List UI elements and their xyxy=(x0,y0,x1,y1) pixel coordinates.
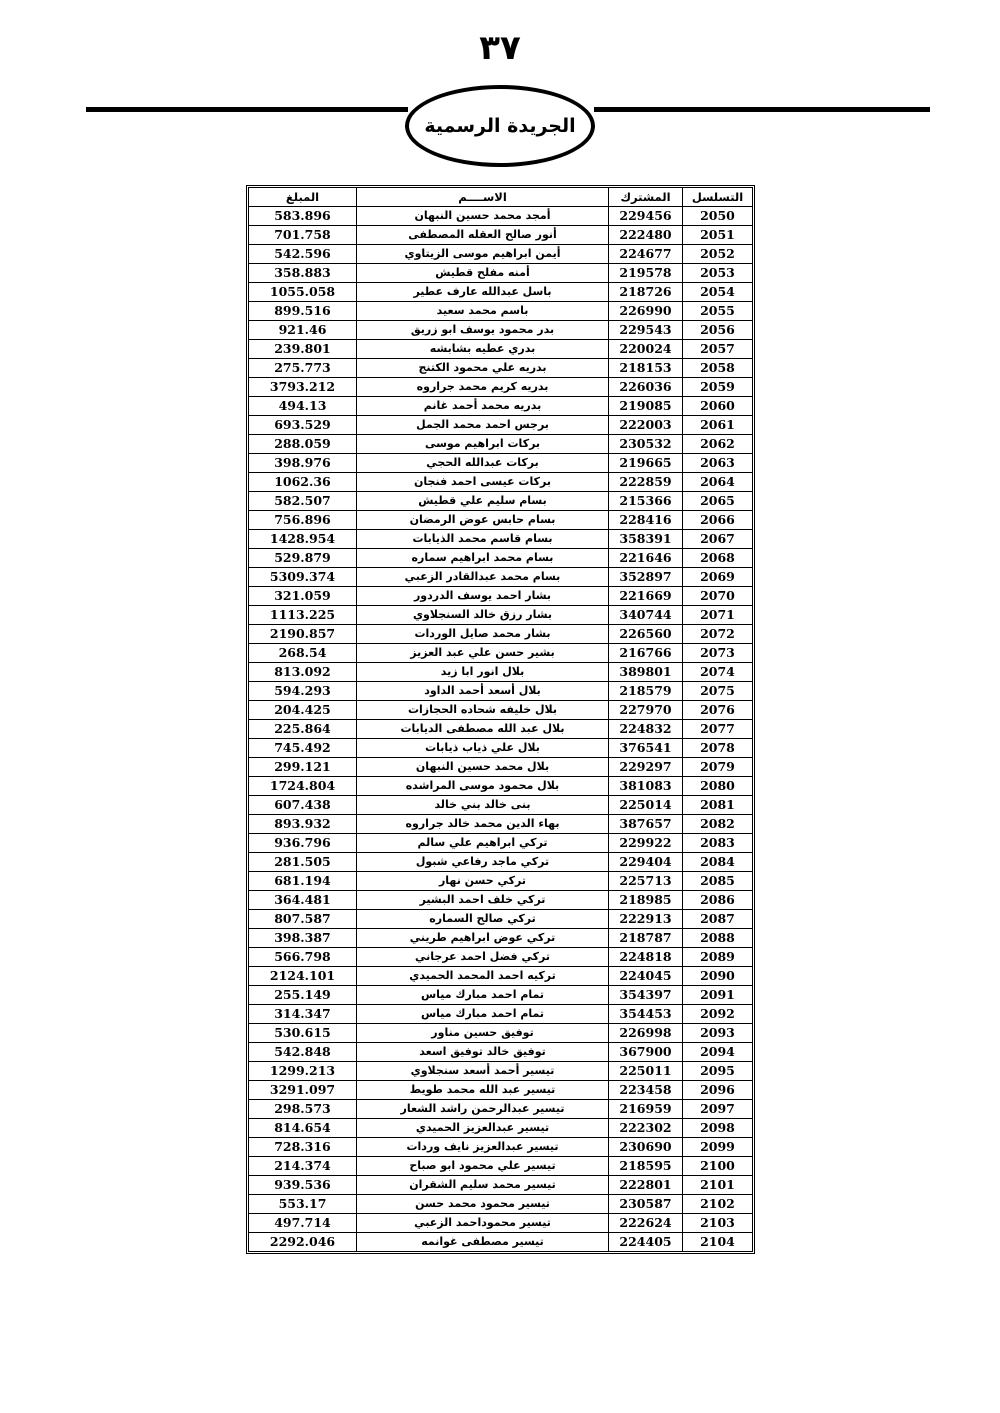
cell-subscriber: 222624 xyxy=(609,1214,683,1233)
table-row xyxy=(249,1214,753,1233)
cell-serial: 2094 xyxy=(683,1043,753,1062)
cell-serial: 2053 xyxy=(683,264,753,283)
cell-name: تركي فضل احمد عرجاني xyxy=(357,948,609,967)
cell-subscriber: 224405 xyxy=(609,1233,683,1252)
cell-name: أمنه مفلح قطيش xyxy=(357,264,609,283)
cell-subscriber: 228416 xyxy=(609,511,683,530)
cell-name: بنى خالد بني خالد xyxy=(357,796,609,815)
cell-name: بسام حابس عوض الرمضان xyxy=(357,511,609,530)
cell-amount: 728.316 xyxy=(249,1138,357,1157)
table-row xyxy=(249,606,753,625)
cell-subscriber: 225014 xyxy=(609,796,683,815)
column-header-serial: التسلسل xyxy=(683,188,753,207)
column-header-amount: المبلغ xyxy=(249,188,357,207)
column-header-name: الاســــم xyxy=(357,188,609,207)
cell-amount: 1428.954 xyxy=(249,530,357,549)
cell-serial: 2088 xyxy=(683,929,753,948)
cell-amount: 594.293 xyxy=(249,682,357,701)
cell-subscriber: 226998 xyxy=(609,1024,683,1043)
cell-serial: 2060 xyxy=(683,397,753,416)
cell-name: بركات عبدالله الحجي xyxy=(357,454,609,473)
cell-amount: 239.801 xyxy=(249,340,357,359)
cell-name: بلال محمد حسين النبهان xyxy=(357,758,609,777)
table-row xyxy=(249,454,753,473)
table-row xyxy=(249,245,753,264)
cell-name: تيسير أحمد أسعد سنجلاوي xyxy=(357,1062,609,1081)
cell-serial: 2085 xyxy=(683,872,753,891)
cell-serial: 2079 xyxy=(683,758,753,777)
cell-name: تيسير محمد سليم الشقران xyxy=(357,1176,609,1195)
cell-subscriber: 218985 xyxy=(609,891,683,910)
cell-amount: 936.796 xyxy=(249,834,357,853)
cell-serial: 2096 xyxy=(683,1081,753,1100)
cell-amount: 225.864 xyxy=(249,720,357,739)
cell-amount: 398.387 xyxy=(249,929,357,948)
cell-serial: 2074 xyxy=(683,663,753,682)
cell-amount: 893.932 xyxy=(249,815,357,834)
cell-amount: 583.896 xyxy=(249,207,357,226)
cell-amount: 607.438 xyxy=(249,796,357,815)
cell-amount: 358.883 xyxy=(249,264,357,283)
cell-name: بشار احمد يوسف الدردور xyxy=(357,587,609,606)
cell-amount: 2190.857 xyxy=(249,625,357,644)
table-row xyxy=(249,416,753,435)
cell-amount: 582.507 xyxy=(249,492,357,511)
cell-serial: 2061 xyxy=(683,416,753,435)
table-row xyxy=(249,872,753,891)
cell-name: تركي صالح السماره xyxy=(357,910,609,929)
table-row xyxy=(249,853,753,872)
cell-subscriber: 225011 xyxy=(609,1062,683,1081)
cell-amount: 288.059 xyxy=(249,435,357,454)
cell-name: تيسير محمود محمد حسن xyxy=(357,1195,609,1214)
cell-amount: 314.347 xyxy=(249,1005,357,1024)
cell-subscriber: 376541 xyxy=(609,739,683,758)
cell-serial: 2057 xyxy=(683,340,753,359)
cell-subscriber: 219578 xyxy=(609,264,683,283)
table-row xyxy=(249,530,753,549)
cell-subscriber: 230690 xyxy=(609,1138,683,1157)
cell-name: بشار محمد صايل الوردات xyxy=(357,625,609,644)
cell-subscriber: 218579 xyxy=(609,682,683,701)
cell-amount: 497.714 xyxy=(249,1214,357,1233)
cell-subscriber: 340744 xyxy=(609,606,683,625)
cell-subscriber: 222859 xyxy=(609,473,683,492)
cell-subscriber: 230532 xyxy=(609,435,683,454)
cell-serial: 2067 xyxy=(683,530,753,549)
cell-serial: 2059 xyxy=(683,378,753,397)
cell-serial: 2055 xyxy=(683,302,753,321)
table-row xyxy=(249,492,753,511)
cell-serial: 2075 xyxy=(683,682,753,701)
cell-subscriber: 354453 xyxy=(609,1005,683,1024)
cell-amount: 298.573 xyxy=(249,1100,357,1119)
cell-serial: 2073 xyxy=(683,644,753,663)
masthead-title: الجريدة الرسمية xyxy=(424,115,576,137)
cell-subscriber: 219665 xyxy=(609,454,683,473)
cell-name: بلال عبد الله مصطفى الديابات xyxy=(357,720,609,739)
table-row xyxy=(249,264,753,283)
cell-subscriber: 387657 xyxy=(609,815,683,834)
cell-name: بشار رزق خالد السنجلاوي xyxy=(357,606,609,625)
cell-subscriber: 226990 xyxy=(609,302,683,321)
cell-amount: 529.879 xyxy=(249,549,357,568)
payments-table xyxy=(248,187,753,1252)
table-row xyxy=(249,1100,753,1119)
cell-amount: 275.773 xyxy=(249,359,357,378)
cell-serial: 2056 xyxy=(683,321,753,340)
cell-amount: 566.798 xyxy=(249,948,357,967)
cell-name: بلال خليفه شحاده الحجازات xyxy=(357,701,609,720)
cell-serial: 2070 xyxy=(683,587,753,606)
cell-subscriber: 367900 xyxy=(609,1043,683,1062)
cell-subscriber: 224818 xyxy=(609,948,683,967)
cell-amount: 693.529 xyxy=(249,416,357,435)
cell-subscriber: 218595 xyxy=(609,1157,683,1176)
table-row xyxy=(249,302,753,321)
cell-name: بلال علي ذياب ذيابات xyxy=(357,739,609,758)
cell-serial: 2050 xyxy=(683,207,753,226)
table-row xyxy=(249,1176,753,1195)
cell-serial: 2089 xyxy=(683,948,753,967)
cell-amount: 214.374 xyxy=(249,1157,357,1176)
table-row xyxy=(249,644,753,663)
cell-subscriber: 216766 xyxy=(609,644,683,663)
table-row xyxy=(249,321,753,340)
cell-name: بشير حسن علي عبد العزيز xyxy=(357,644,609,663)
cell-serial: 2072 xyxy=(683,625,753,644)
cell-amount: 1055.058 xyxy=(249,283,357,302)
table-row xyxy=(249,720,753,739)
cell-subscriber: 218787 xyxy=(609,929,683,948)
cell-subscriber: 229297 xyxy=(609,758,683,777)
cell-subscriber: 222480 xyxy=(609,226,683,245)
cell-subscriber: 226036 xyxy=(609,378,683,397)
table-row xyxy=(249,226,753,245)
table-row xyxy=(249,986,753,1005)
cell-serial: 2095 xyxy=(683,1062,753,1081)
cell-name: أيمن ابراهيم موسى الزيتاوي xyxy=(357,245,609,264)
cell-serial: 2054 xyxy=(683,283,753,302)
cell-amount: 255.149 xyxy=(249,986,357,1005)
cell-subscriber: 222003 xyxy=(609,416,683,435)
cell-serial: 2066 xyxy=(683,511,753,530)
cell-subscriber: 219085 xyxy=(609,397,683,416)
cell-name: تركيه احمد المحمد الحميدي xyxy=(357,967,609,986)
cell-serial: 2081 xyxy=(683,796,753,815)
header-rule-left xyxy=(86,107,408,112)
cell-serial: 2080 xyxy=(683,777,753,796)
table-row xyxy=(249,587,753,606)
table-body xyxy=(249,207,753,1252)
cell-amount: 398.976 xyxy=(249,454,357,473)
cell-name: أمجد محمد حسين النبهان xyxy=(357,207,609,226)
cell-subscriber: 222302 xyxy=(609,1119,683,1138)
table-row xyxy=(249,739,753,758)
cell-serial: 2090 xyxy=(683,967,753,986)
table-row xyxy=(249,207,753,226)
table-row xyxy=(249,891,753,910)
cell-name: بدري عطيه بشابشه xyxy=(357,340,609,359)
table-row xyxy=(249,1043,753,1062)
table-row xyxy=(249,701,753,720)
table-row xyxy=(249,929,753,948)
cell-serial: 2082 xyxy=(683,815,753,834)
cell-subscriber: 222801 xyxy=(609,1176,683,1195)
cell-subscriber: 218153 xyxy=(609,359,683,378)
table-row xyxy=(249,359,753,378)
cell-amount: 204.425 xyxy=(249,701,357,720)
cell-amount: 899.516 xyxy=(249,302,357,321)
cell-name: بركات عيسى احمد فنجان xyxy=(357,473,609,492)
cell-amount: 494.13 xyxy=(249,397,357,416)
cell-name: بدريه علي محمود الكتنج xyxy=(357,359,609,378)
cell-name: تمام احمد مبارك مياس xyxy=(357,1005,609,1024)
cell-name: تيسير مصطفى غوانمه xyxy=(357,1233,609,1252)
table-row xyxy=(249,1081,753,1100)
table-row xyxy=(249,511,753,530)
cell-serial: 2065 xyxy=(683,492,753,511)
cell-name: بدريه كريم محمد جراروه xyxy=(357,378,609,397)
cell-subscriber: 224045 xyxy=(609,967,683,986)
cell-name: بدريه محمد أحمد غانم xyxy=(357,397,609,416)
column-header-subscriber: المشترك xyxy=(609,188,683,207)
cell-subscriber: 352897 xyxy=(609,568,683,587)
table-row xyxy=(249,1119,753,1138)
cell-serial: 2084 xyxy=(683,853,753,872)
cell-name: تيسير علي محمود ابو صباح xyxy=(357,1157,609,1176)
cell-name: بسام قاسم محمد الذيابات xyxy=(357,530,609,549)
cell-amount: 5309.374 xyxy=(249,568,357,587)
cell-serial: 2051 xyxy=(683,226,753,245)
cell-amount: 814.654 xyxy=(249,1119,357,1138)
table-row xyxy=(249,815,753,834)
cell-name: تركي عوض ابراهيم طريني xyxy=(357,929,609,948)
cell-amount: 321.059 xyxy=(249,587,357,606)
table-row xyxy=(249,1138,753,1157)
cell-subscriber: 223458 xyxy=(609,1081,683,1100)
cell-serial: 2086 xyxy=(683,891,753,910)
table-row xyxy=(249,834,753,853)
cell-amount: 939.536 xyxy=(249,1176,357,1195)
masthead-oval xyxy=(405,85,595,167)
table-row xyxy=(249,1062,753,1081)
cell-subscriber: 389801 xyxy=(609,663,683,682)
table-row xyxy=(249,663,753,682)
cell-subscriber: 224832 xyxy=(609,720,683,739)
cell-name: بهاء الدين محمد خالد جراروه xyxy=(357,815,609,834)
cell-serial: 2069 xyxy=(683,568,753,587)
cell-subscriber: 221669 xyxy=(609,587,683,606)
cell-name: برجس احمد محمد الجمل xyxy=(357,416,609,435)
cell-name: بلال أسعد أحمد الداود xyxy=(357,682,609,701)
cell-amount: 807.587 xyxy=(249,910,357,929)
cell-name: تركي حسن نهار xyxy=(357,872,609,891)
table-row xyxy=(249,682,753,701)
cell-amount: 268.54 xyxy=(249,644,357,663)
cell-amount: 1062.36 xyxy=(249,473,357,492)
cell-name: تيسير عبدالعزيز نايف وردات xyxy=(357,1138,609,1157)
table-row xyxy=(249,435,753,454)
cell-name: تيسير عبدالرحمن راشد الشعار xyxy=(357,1100,609,1119)
cell-serial: 2093 xyxy=(683,1024,753,1043)
cell-name: تركي ابراهيم علي سالم xyxy=(357,834,609,853)
page-number: ٣٧ xyxy=(479,28,521,68)
cell-name: بلال انور ابا زيد xyxy=(357,663,609,682)
table-row xyxy=(249,1195,753,1214)
cell-amount: 553.17 xyxy=(249,1195,357,1214)
table-row xyxy=(249,1024,753,1043)
table-row xyxy=(249,910,753,929)
cell-amount: 756.896 xyxy=(249,511,357,530)
cell-amount: 364.481 xyxy=(249,891,357,910)
cell-subscriber: 226560 xyxy=(609,625,683,644)
table-header-row xyxy=(249,188,753,207)
cell-serial: 2078 xyxy=(683,739,753,758)
cell-serial: 2099 xyxy=(683,1138,753,1157)
cell-amount: 3291.097 xyxy=(249,1081,357,1100)
cell-serial: 2063 xyxy=(683,454,753,473)
cell-name: بسام محمد ابراهيم سماره xyxy=(357,549,609,568)
table-row xyxy=(249,340,753,359)
cell-subscriber: 381083 xyxy=(609,777,683,796)
table-row xyxy=(249,967,753,986)
header-rule-right xyxy=(594,107,930,112)
cell-serial: 2076 xyxy=(683,701,753,720)
table-row xyxy=(249,568,753,587)
cell-subscriber: 218726 xyxy=(609,283,683,302)
cell-subscriber: 221646 xyxy=(609,549,683,568)
cell-serial: 2087 xyxy=(683,910,753,929)
cell-name: باسم محمد سعيد xyxy=(357,302,609,321)
table-row xyxy=(249,1157,753,1176)
cell-amount: 1724.804 xyxy=(249,777,357,796)
table-row xyxy=(249,1233,753,1252)
cell-name: تيسير عبدالعزيز الحميدي xyxy=(357,1119,609,1138)
table-row xyxy=(249,283,753,302)
cell-amount: 542.848 xyxy=(249,1043,357,1062)
cell-name: باسل عبدالله عارف عطير xyxy=(357,283,609,302)
cell-serial: 2102 xyxy=(683,1195,753,1214)
cell-subscriber: 216959 xyxy=(609,1100,683,1119)
cell-name: تركي ماجد رفاعي شبول xyxy=(357,853,609,872)
cell-name: توفيق خالد توفيق اسعد xyxy=(357,1043,609,1062)
cell-subscriber: 225713 xyxy=(609,872,683,891)
cell-serial: 2052 xyxy=(683,245,753,264)
cell-serial: 2098 xyxy=(683,1119,753,1138)
cell-subscriber: 220024 xyxy=(609,340,683,359)
cell-serial: 2062 xyxy=(683,435,753,454)
cell-name: توفيق حسين مناور xyxy=(357,1024,609,1043)
cell-amount: 281.505 xyxy=(249,853,357,872)
cell-serial: 2097 xyxy=(683,1100,753,1119)
table-row xyxy=(249,1005,753,1024)
cell-serial: 2101 xyxy=(683,1176,753,1195)
cell-amount: 530.615 xyxy=(249,1024,357,1043)
cell-name: تيسير عبد الله محمد طويط xyxy=(357,1081,609,1100)
cell-subscriber: 229543 xyxy=(609,321,683,340)
cell-amount: 1113.225 xyxy=(249,606,357,625)
cell-subscriber: 358391 xyxy=(609,530,683,549)
cell-subscriber: 227970 xyxy=(609,701,683,720)
table-row xyxy=(249,796,753,815)
cell-serial: 2064 xyxy=(683,473,753,492)
table-row xyxy=(249,625,753,644)
cell-subscriber: 354397 xyxy=(609,986,683,1005)
cell-subscriber: 229922 xyxy=(609,834,683,853)
cell-name: بركات ابراهيم موسى xyxy=(357,435,609,454)
cell-serial: 2068 xyxy=(683,549,753,568)
cell-name: بلال محمود موسى المراشده xyxy=(357,777,609,796)
cell-name: بسام محمد عبدالقادر الزعبي xyxy=(357,568,609,587)
table-row xyxy=(249,378,753,397)
cell-subscriber: 222913 xyxy=(609,910,683,929)
cell-name: بدر محمود يوسف ابو زريق xyxy=(357,321,609,340)
cell-amount: 2292.046 xyxy=(249,1233,357,1252)
cell-amount: 813.092 xyxy=(249,663,357,682)
cell-serial: 2100 xyxy=(683,1157,753,1176)
cell-name: تركي خلف احمد البشير xyxy=(357,891,609,910)
cell-serial: 2077 xyxy=(683,720,753,739)
cell-amount: 745.492 xyxy=(249,739,357,758)
table-row xyxy=(249,777,753,796)
cell-name: تمام احمد مبارك مياس xyxy=(357,986,609,1005)
cell-serial: 2103 xyxy=(683,1214,753,1233)
cell-amount: 681.194 xyxy=(249,872,357,891)
cell-amount: 701.758 xyxy=(249,226,357,245)
cell-serial: 2071 xyxy=(683,606,753,625)
cell-amount: 2124.101 xyxy=(249,967,357,986)
cell-name: بسام سليم علي قطيش xyxy=(357,492,609,511)
cell-subscriber: 229404 xyxy=(609,853,683,872)
cell-subscriber: 230587 xyxy=(609,1195,683,1214)
table-row xyxy=(249,397,753,416)
cell-serial: 2104 xyxy=(683,1233,753,1252)
cell-subscriber: 229456 xyxy=(609,207,683,226)
cell-serial: 2083 xyxy=(683,834,753,853)
cell-amount: 1299.213 xyxy=(249,1062,357,1081)
cell-name: أنور صالح العقله المصطفى xyxy=(357,226,609,245)
cell-subscriber: 215366 xyxy=(609,492,683,511)
cell-amount: 299.121 xyxy=(249,758,357,777)
table-row xyxy=(249,473,753,492)
cell-amount: 3793.212 xyxy=(249,378,357,397)
table-row xyxy=(249,549,753,568)
cell-amount: 542.596 xyxy=(249,245,357,264)
cell-serial: 2058 xyxy=(683,359,753,378)
cell-serial: 2092 xyxy=(683,1005,753,1024)
table-row xyxy=(249,948,753,967)
cell-subscriber: 224677 xyxy=(609,245,683,264)
cell-name: تيسير محموداحمد الزعبي xyxy=(357,1214,609,1233)
cell-serial: 2091 xyxy=(683,986,753,1005)
cell-amount: 921.46 xyxy=(249,321,357,340)
table-row xyxy=(249,758,753,777)
